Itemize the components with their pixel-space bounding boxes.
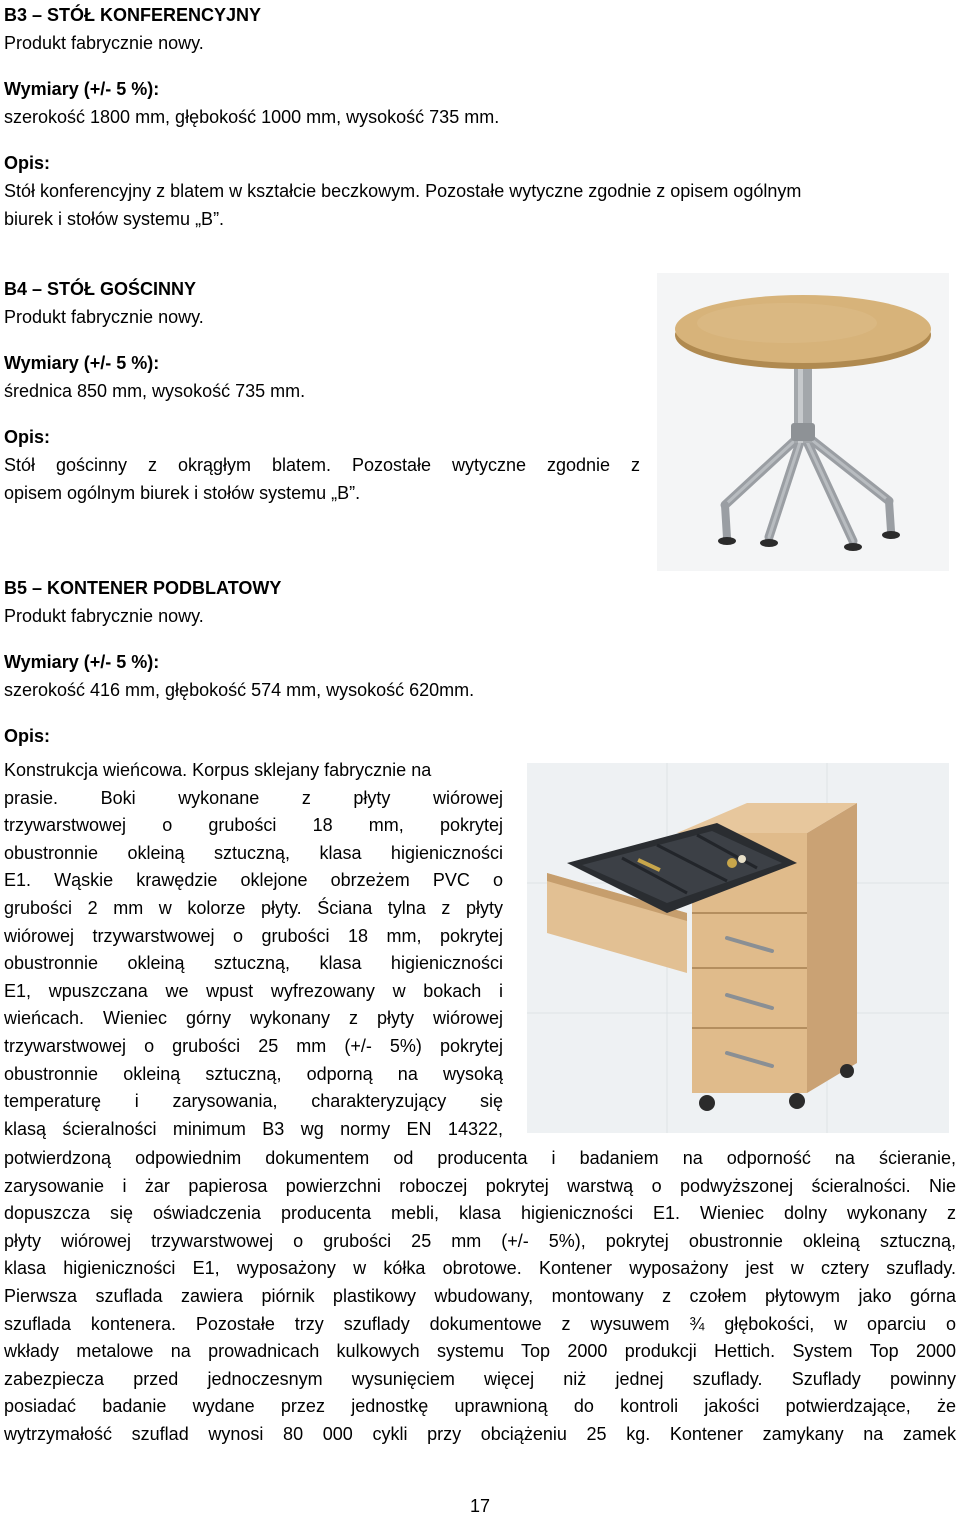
- b5-description-narrow: [4, 757, 503, 1143]
- b5-title: B5 – KONTENER PODBLATOWY: [4, 578, 282, 598]
- round-table-image: [657, 273, 949, 571]
- b5-dims-label: Wymiary (+/- 5 %):: [4, 652, 160, 673]
- b5-desc-line: prasie. Boki wykonane z płyty wiórowej: [4, 787, 503, 808]
- b5-desc-line: trzywarstwowej o grubości 18 mm, pokrytej: [4, 815, 503, 836]
- b5-description-wide: [4, 1145, 956, 1449]
- b3-new: Produkt fabrycznie nowy.: [4, 32, 204, 53]
- b5-desc-line: zabezpiecza przed jednoczesnym wysunięciem więcej niż jednej szuflady. Szuflady powinny: [4, 1368, 956, 1389]
- b5-desc-line: grubości 2 mm w kolorze płyty. Ściana tylna z płyty: [4, 897, 503, 918]
- b5-desc-line: E1. Wąskie krawędzie oklejone obrzeżem PVC o: [4, 870, 503, 891]
- b4-desc-label: Opis:: [4, 427, 51, 448]
- b4-dims: średnica 850 mm, wysokość 735 mm.: [4, 380, 306, 401]
- b5-dims: szerokość 416 mm, głębokość 574 mm, wysokość 620mm.: [4, 679, 475, 700]
- b5-desc-line: temperaturę i zarysowania, charakteryzujący się: [4, 1091, 503, 1112]
- b4-dims-label: Wymiary (+/- 5 %):: [4, 353, 160, 374]
- section-b3: [4, 2, 956, 233]
- b5-desc-line: dopuszcza się oświadczenia producenta mebli, klasa higieniczności E1. Wieniec dolny wykonany z: [4, 1203, 956, 1224]
- b5-desc-line: klasa higieniczności E1, wyposażony w kółka obrotowe. Kontener wyposażony jest w cztery szuflady.: [4, 1258, 956, 1279]
- mobile-pedestal-image: [527, 763, 949, 1133]
- b5-desc-line: Pierwsza szuflada zawiera piórnik plastikowy wbudowany, montowany z czołem płytowym jako górna: [4, 1285, 956, 1306]
- b4-desc-line: opisem ogólnym biurek i stołów systemu „B”.: [4, 482, 361, 503]
- b5-desc-line: płyty wiórowej trzywarstwowej o grubości 25 mm (+/- 5%), pokrytej obustronnie okleiną sztuczną,: [4, 1230, 956, 1251]
- page-number: 17: [469, 1496, 491, 1516]
- b3-desc-label: Opis:: [4, 153, 51, 174]
- b5-desc-line: trzywarstwowej o grubości 25 mm (+/- 5%) pokrytej: [4, 1035, 503, 1056]
- section-b4: [4, 276, 640, 507]
- b5-desc-line: posiadać badanie wydane przez jednostkę uprawnioną do kontroli jakości potwierdzające, że: [4, 1396, 956, 1417]
- b5-desc-line: obustronnie okleiną sztuczną, klasa higieniczności: [4, 953, 503, 974]
- round-table-icon: [657, 273, 949, 571]
- b5-desc-line: szuflada kontenera. Pozostałe trzy szuflady dokumentowe z wysuwem ¾ głębokości, w oparciu o: [4, 1313, 956, 1334]
- b3-title: B3 – STÓŁ KONFERENCYJNY: [4, 5, 262, 25]
- b4-new: Produkt fabrycznie nowy.: [4, 306, 204, 327]
- b5-desc-line: wkłady metalowe na prowadnicach kulkowych systemu Top 2000 produkcji Hettich. System Top 2000: [4, 1341, 956, 1362]
- drawer-cabinet-icon: [527, 763, 949, 1133]
- b5-desc-line: Konstrukcja wieńcowa. Korpus sklejany fabrycznie na: [4, 760, 432, 780]
- b3-dims: szerokość 1800 mm, głębokość 1000 mm, wysokość 735 mm.: [4, 106, 500, 127]
- b5-new: Produkt fabrycznie nowy.: [4, 605, 204, 626]
- b4-desc-line: Stół gościnny z okrągłym blatem. Pozostałe wytyczne zgodnie z: [4, 454, 640, 475]
- b5-desc-line: obustronnie okleiną sztuczną, klasa higieniczności: [4, 842, 503, 863]
- b5-desc-line: wieńcach. Wieniec górny wykonany z płyty wiórowej: [4, 1008, 503, 1029]
- b3-desc-line: Stół konferencyjny z blatem w kształcie beczkowym. Pozostałe wytyczne zgodnie z opisem ogólnym: [4, 180, 802, 201]
- b3-dims-label: Wymiary (+/- 5 %):: [4, 79, 160, 100]
- b4-title: B4 – STÓŁ GOŚCINNY: [4, 279, 197, 299]
- b5-desc-line: E1, wpuszczana we wpust wyfrezowany w bokach i: [4, 980, 503, 1001]
- b5-desc-label: Opis:: [4, 726, 51, 747]
- b5-desc-line: wytrzymałość szuflad wynosi 80 000 cykli przy obciążeniu 25 kg. Kontener zamykany na zamek: [4, 1423, 956, 1444]
- b3-desc-line: biurek i stołów systemu „B”.: [4, 208, 225, 229]
- b5-desc-line: wiórowej trzywarstwowej o grubości 18 mm, pokrytej: [4, 925, 503, 946]
- b5-desc-line: potwierdzoną odpowiednim dokumentem od producenta i badaniem na odporność na ścieranie,: [4, 1148, 956, 1168]
- b5-desc-line: klasą ścieralności minimum B3 wg normy EN 14322,: [4, 1118, 503, 1139]
- b5-desc-line: obustronnie okleiną sztuczną, odporną na wysoką: [4, 1063, 503, 1084]
- section-b5: [4, 575, 956, 751]
- b5-desc-line: zarysowanie i żar papierosa powierzchni roboczej pokrytej warstwą o podwyższonej ścieralności. Nie: [4, 1175, 956, 1196]
